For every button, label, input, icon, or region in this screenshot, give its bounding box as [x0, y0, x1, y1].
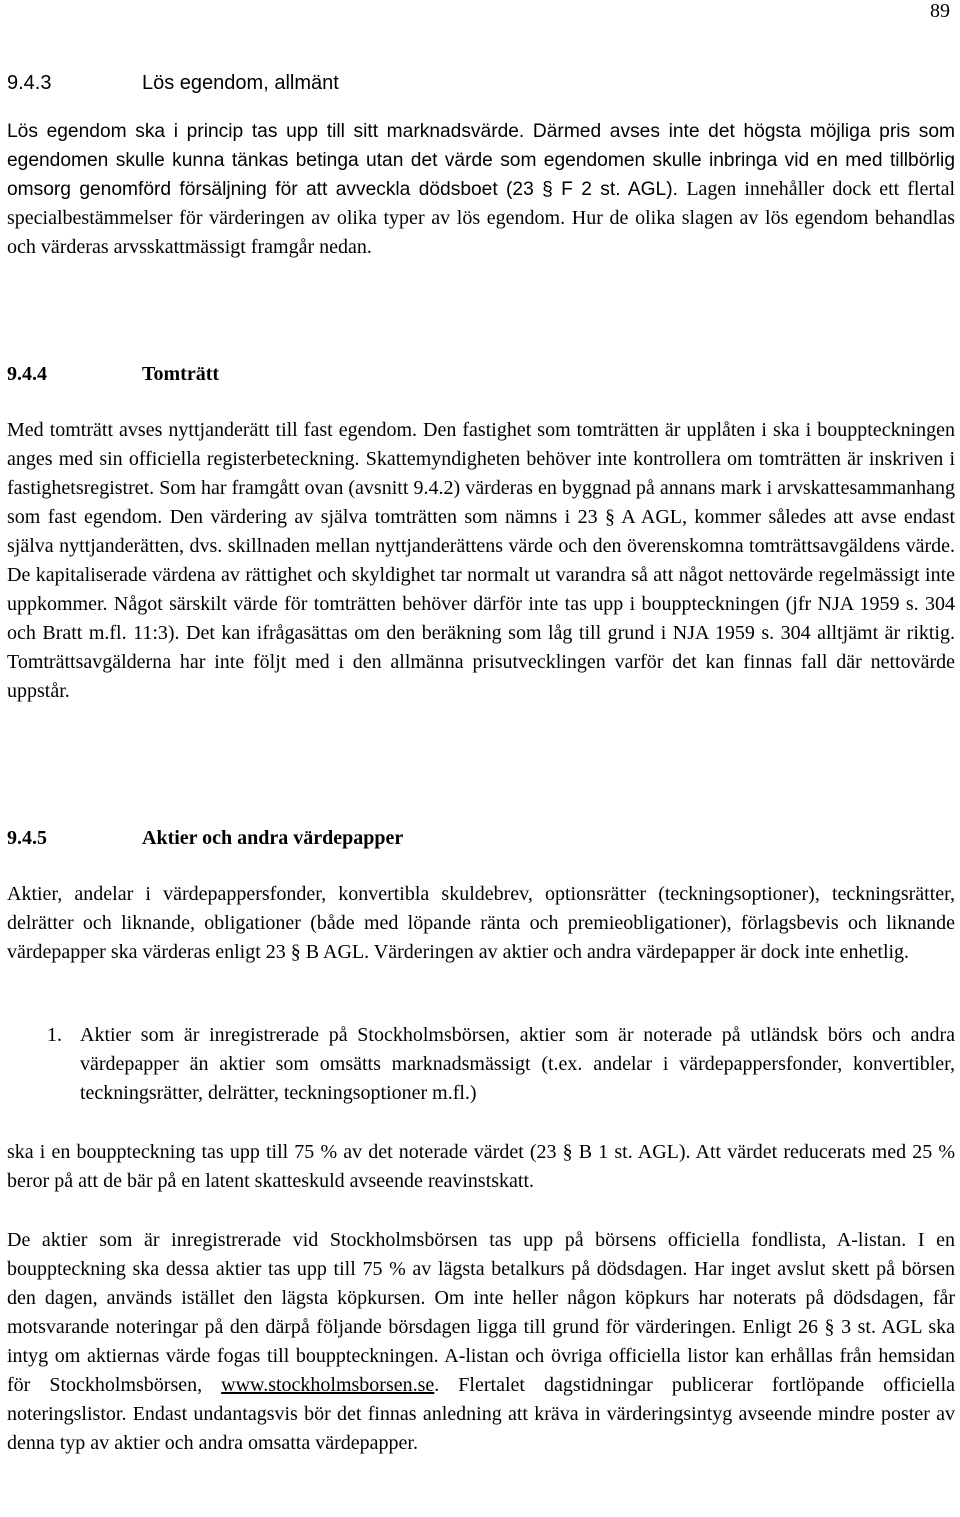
paragraph-after-list: ska i en bouppteckning tas upp till 75 % av det noterade värdet (23 § B 1 st. AGL). Att värdet reducerats med 25 % beror på att de bär på en latent skatteskuld avseende reavinstskatt. [7, 1141, 955, 1192]
paragraph-tomtratt: Med tomträtt avses nyttjanderätt till fast egendom. Den fastighet som tomträtten är upplåten i ska i bouppteckningen anges med sin officiella registerbeteckning. Skattemyndigheten behöver inte kontrollera om tomträtten är inskriven i fastighetsregistret. Som har framgått ovan (avsnitt 9.4.2) värderas en byggnad på annans mark i arvskattesammanhang som fast egendom. Den värdering av själva tomträtten som nämns i 23 § A AGL, kommer således att avse endast själva nyttjanderätten, dvs. skillnaden mellan nyttjanderättens värde och den överenskomna tomträttsavgäldens värde. De kapitaliserade värdena av rättighet och skyldighet tar normalt ut varandra så att något nettovärde regelmässigt inte uppkommer. Något särskilt värde för tomträtten behöver därför inte tas upp i bouppteckningen (jfr NJA 1959 s. 304 och Bratt m.fl. 11:3). Det kan ifrågasättas om den beräkning som låg till grund i NJA 1959 s. 304 alltjämt är riktig. Tomträttsavgälderna har inte följt med i den allmänna prisutvecklingen varför det kan finnas fall där nettovärde uppstår. [7, 419, 955, 702]
paragraph-text-a: Lös egendom ska i princip tas upp till sitt marknadsvärde. Därmed avses inte det högsta möjliga pris som egendomen skulle kunna tänkas betinga utan det värde som egendomen skulle inbringa vid en med tillbörlig omsorg genomförd försäljning för att avveckla dödsboet (23 § F 2 st. AGL). [7, 121, 955, 200]
list-item [47, 1021, 955, 1108]
section-title: Aktier och andra värdepapper [142, 827, 404, 849]
section-number: 9.4.4 [7, 363, 47, 385]
section-number: 9.4.3 [7, 72, 52, 94]
section-title: Tomträtt [142, 363, 220, 385]
list-item-text: Aktier som är inregistrerade på Stockholmsbörsen, aktier som är noterade på utländsk börs och andra värdepapper än aktier som omsätts marknadsmässigt (t.ex. andelar i värdepappersfonder, konvertibler, teckningsrätter, delrätter, teckningsoptioner m.fl.) [80, 1024, 955, 1104]
page-number: 89 [930, 0, 950, 22]
section-heading-9-4-3 [7, 68, 339, 98]
list-marker: 1. [47, 1024, 62, 1046]
section-number: 9.4.5 [7, 827, 47, 849]
paragraph-aktier-intro: Aktier, andelar i värdepappersfonder, konvertibla skuldebrev, optionsrätter (teckningsoptioner), teckningsrätter, delrätter och liknande, obligationer (både med löpande ränta och premieobligationer), förlagsbevis och liknande värdepapper ska värderas enligt 23 § B AGL. Värderingen av aktier och andra värdepapper är dock inte enhetlig. [7, 883, 955, 963]
paragraph-los-egendom [7, 117, 955, 262]
paragraph-text-before-link: De aktier som är inregistrerade vid Stockholmsbörsen tas upp på börsens officiella fondlista, A-listan. I en bouppteckning ska dessa aktier tas upp till 75 % av lägsta betalkurs på dödsdagen. Har inget avslut skett på börsen den dagen, används istället den lägsta köpkursen. Om inte heller någon köpkurs har noterats på dödsdagen, får motsvarande noteringar på den därpå följande börsdagen ligga till grund för värderingen. Enligt 26 § 3 st. AGL ska intyg om aktiernas värde fogas till bouppteckningen. A-listan och övriga officiella listor kan erhållas från hemsidan för Stockholmsbörsen, [7, 1229, 955, 1396]
paragraph-text-b: Lagen innehåller dock ett flertal specialbestämmelser för värderingen av olika typer av lös egendom. Hur de olika slagen av lös egendom behandlas och värderas arvsskattmässigt framgår nedan. [7, 178, 955, 258]
section-title: Lös egendom, allmänt [142, 72, 339, 94]
paragraph-text-after-link: . Flertalet dagstidningar publicerar fortlöpande officiella noteringslistor. Endast undantagsvis bör det finnas anledning att kräva in värderingsintyg avseende mindre poster av denna typ av aktier och andra omsatta värdepapper. [7, 1374, 956, 1454]
paragraph-a-listan [7, 1226, 955, 1458]
section-heading-9-4-5 [7, 823, 403, 853]
section-heading-9-4-4 [7, 359, 219, 389]
stockholmsborsen-link[interactable]: www.stockholmsborsen.se [221, 1374, 435, 1396]
